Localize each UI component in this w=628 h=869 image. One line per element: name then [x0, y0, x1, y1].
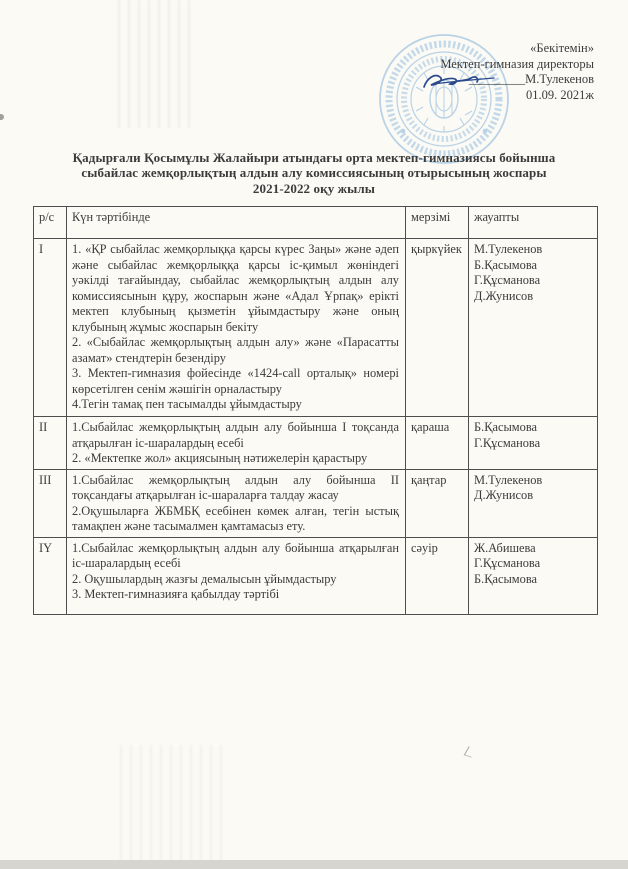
term-cell: сәуір: [406, 537, 469, 614]
col-header-num: р/с: [34, 207, 67, 239]
term-cell: қараша: [406, 417, 469, 470]
table-header-row: [34, 207, 598, 239]
agenda-item: 2. «Сыбайлас жемқорлықтың алдын алу» және «Парасатты азамат» стендтерін безендіру: [72, 335, 399, 365]
agenda-item: 4.Тегін тамақ пен тасымалды ұйымдастыру: [72, 397, 302, 411]
agenda-cell: [67, 239, 406, 417]
responsible-name: Ж.Абишева: [474, 540, 536, 555]
approval-director-name: _________М.Тулекенов: [468, 72, 594, 87]
agenda-item: 1. «ҚР сыбайлас жемқорлыққа қарсы күрес Заңы» және әдеп және сыбайлас жемқорлыққа қарсы іс-қимыл жөніндегі уәкілді тағайындау, сыбайлас жемқорлықтың алдын алу комиссиясынын құру, жоспарын және «Адал Ұрпақ» ерікті мектеп клубының қызметін ұйымдастыру және оның клубының жұмыс жоспарын бекіту: [72, 242, 399, 334]
approval-date: 01.09. 2021ж: [525, 87, 594, 102]
scan-streak-artifact: [120, 745, 225, 861]
document-title-line-1: Қадырғали Қосымұлы Жалайыри атындағы орта мектеп-гимназиясы бойынша: [72, 150, 556, 165]
approval-director-title: Мектеп-гимназия директоры: [440, 56, 594, 71]
approval-block: [440, 41, 594, 103]
agenda-cell: [67, 469, 406, 537]
agenda-item: 2.Оқушыларға ЖБМБҚ есебінен көмек алған, тегін ыстық тамақпен және тасымалмен қамтамасыз ету.: [72, 503, 399, 533]
agenda-item: 2. «Мектепке жол» акциясының нәтижелерін қарастыру: [72, 451, 368, 465]
scan-edge-fleck: [0, 114, 4, 120]
responsible-name: М.Тулекенов: [474, 242, 543, 256]
agenda-cell: [67, 537, 406, 614]
responsible-name: Д.Жунисов: [474, 488, 534, 502]
col-header-responsible: жауапты: [469, 207, 598, 239]
agenda-item: 3. Мектеп-гимназия фойесінде «1424-call орталық» номері көрсетілген сенім жәшігін орналастыру: [72, 366, 399, 396]
document-title-line-3: 2021-2022 оқу жылы: [252, 180, 376, 196]
responsible-name: Д.Жунисов: [474, 288, 534, 303]
row-number: I: [34, 239, 67, 417]
agenda-item: 1.Сыбайлас жемқорлықтың алдын алу бойынша атқарылған іс-шаралардың есебі: [72, 540, 399, 570]
table-row: [34, 417, 598, 470]
table-row: [34, 469, 598, 537]
document-title: [34, 150, 594, 196]
responsible-name: Г.Құсманова: [474, 435, 541, 450]
row-number: II: [34, 417, 67, 470]
agenda-item: 2. Оқушылардың жазғы демалысын ұйымдастыру: [72, 571, 337, 586]
responsible-name: Г.Құсманова: [474, 273, 541, 287]
row-number: IY: [34, 537, 67, 614]
responsible-cell: [469, 469, 598, 537]
col-header-term: мерзімі: [406, 207, 469, 239]
responsible-name: Б.Қасымова: [474, 420, 538, 434]
agenda-item: 1.Сыбайлас жемқорлықтың алдын алу бойынша I тоқсанда атқарылған іс-шаралардың есебі: [72, 420, 399, 450]
responsible-name: Б.Қасымова: [474, 257, 538, 272]
responsible-cell: [469, 239, 598, 417]
responsible-name: Б.Қасымова: [474, 571, 538, 586]
agenda-cell: [67, 417, 406, 470]
scan-streak-artifact: [118, 0, 190, 128]
term-cell: қаңтар: [406, 469, 469, 537]
responsible-cell: [469, 417, 598, 470]
pencil-mark-artifact: [464, 746, 477, 757]
responsible-name: М.Тулекенов: [474, 472, 543, 487]
col-header-agenda: Күн тәртібінде: [67, 207, 406, 239]
agenda-item: 3. Мектеп-гимназияға қабылдау тәртібі: [72, 587, 280, 601]
document-title-line-2: сыбайлас жемқорлықтың алдын алу комиссиясының отырысының жоспары: [81, 165, 547, 181]
scanner-edge-strip: [0, 860, 628, 869]
table-row: [34, 537, 598, 614]
table-row: [34, 239, 598, 417]
row-number: III: [34, 469, 67, 537]
responsible-name: Г.Құсманова: [474, 556, 541, 570]
agenda-table: [33, 206, 598, 615]
agenda-item: 1.Сыбайлас жемқорлықтың алдын алу бойынша II тоқсандағы атқарылған іс-шараларға талдау жасау: [72, 472, 399, 502]
term-cell: қыркүйек: [406, 239, 469, 417]
responsible-cell: [469, 537, 598, 614]
approval-label: «Бекітемін»: [530, 41, 594, 55]
